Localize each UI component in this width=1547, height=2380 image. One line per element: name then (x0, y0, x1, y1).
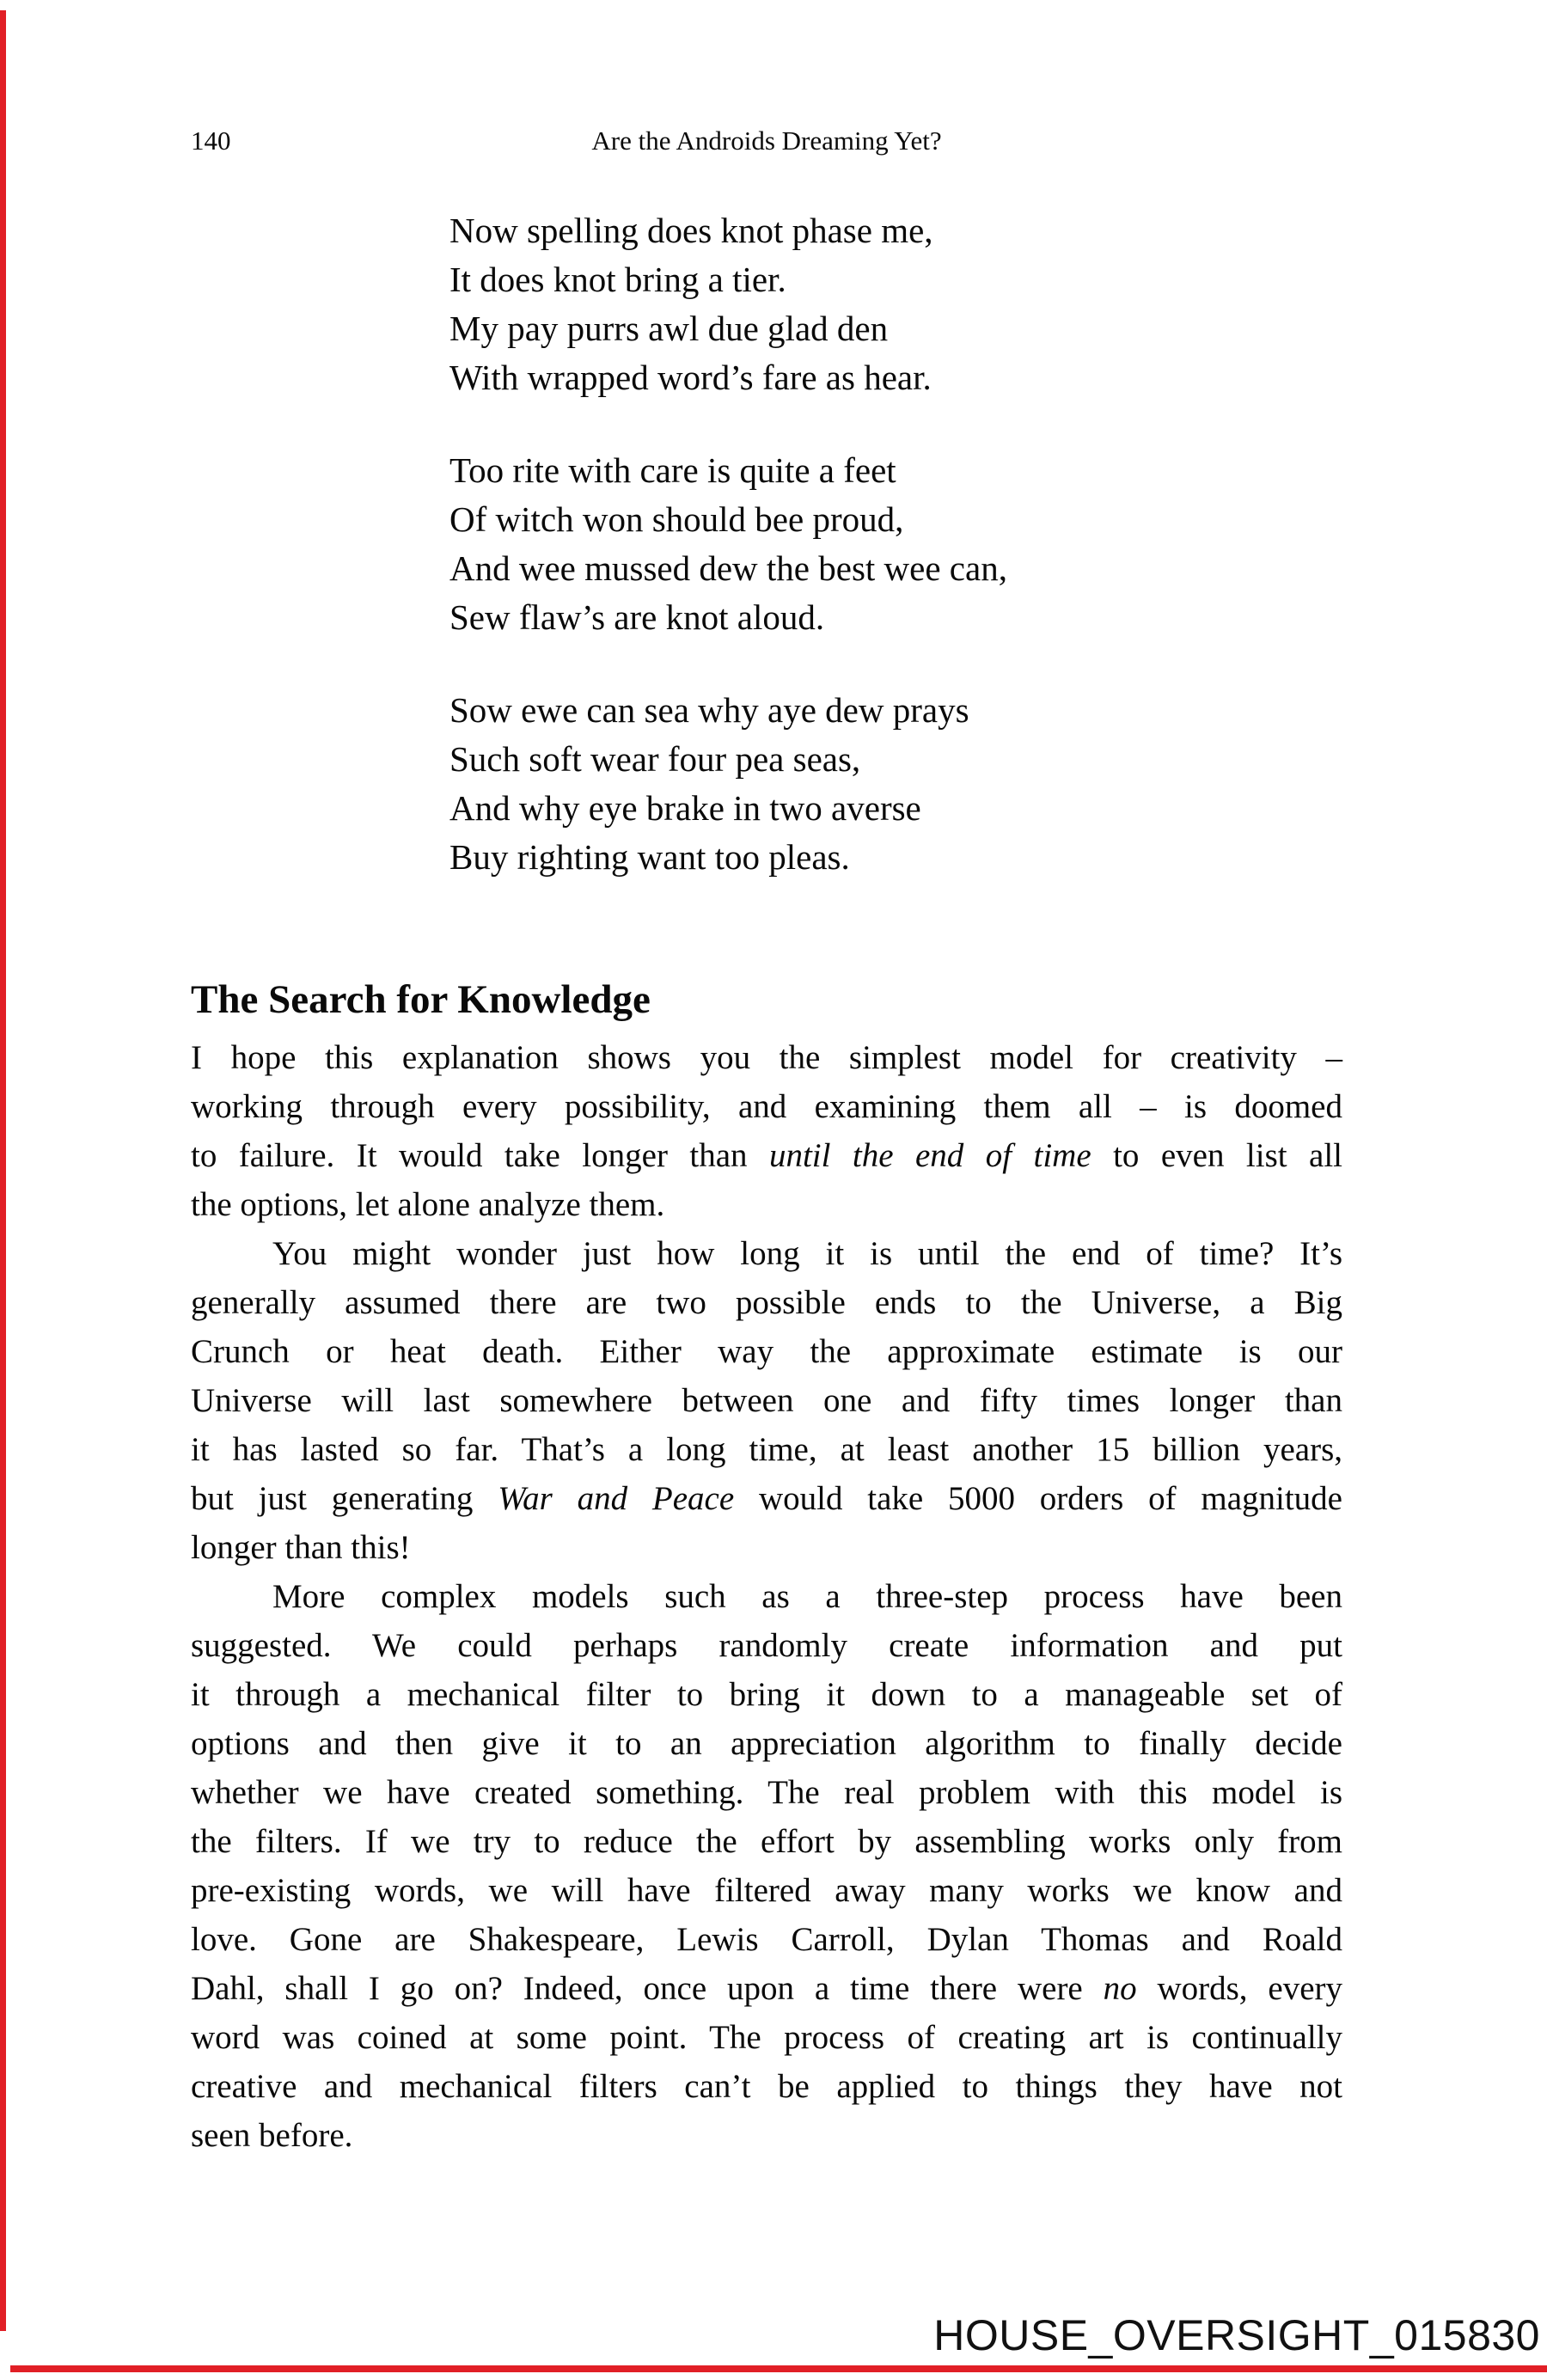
body-line: it has lasted so far. That’s a long time, at least another 15 billion years, (191, 1431, 1342, 1468)
oversight-stamp: HOUSE_OVERSIGHT_015830 (933, 2311, 1540, 2359)
body-line: generally assumed there are two possible ends to the Universe, a Big (191, 1284, 1342, 1321)
poem-line: And wee mussed dew the best wee can, (449, 548, 1007, 588)
running-header (191, 125, 1342, 160)
body-line: Crunch or heat death. Either way the approximate estimate is our (191, 1333, 1342, 1370)
poem-line: Of witch won should bee proud, (449, 499, 904, 539)
poem-line: Sew flaw’s are knot aloud. (449, 597, 825, 637)
poem-line: Such soft wear four pea seas, (449, 739, 861, 779)
body-line: to failure. It would take longer than until the end of time to even list all (191, 1137, 1342, 1174)
poem-stanza (449, 206, 1223, 402)
poem-line: And why eye brake in two averse (449, 788, 921, 828)
paragraph (191, 1229, 1342, 1572)
paragraph (191, 1033, 1342, 1229)
body-line: Dahl, shall I go on? Indeed, once upon a time there were no words, every (191, 1970, 1342, 2007)
poem-line: Now spelling does knot phase me, (449, 211, 933, 250)
poem-line: Buy righting want too pleas. (449, 837, 850, 877)
body-line: word was coined at some point. The process of creating art is continually (191, 2019, 1342, 2056)
poem-line: Too rite with care is quite a feet (449, 450, 896, 490)
body-line: options and then give it to an appreciation algorithm to finally decide (191, 1725, 1342, 1762)
section-heading: The Search for Knowledge (191, 977, 651, 1022)
page-number: 140 (191, 125, 231, 156)
body-line: but just generating War and Peace would take 5000 orders of magnitude (191, 1480, 1342, 1517)
body-line: longer than this! (191, 1529, 411, 1566)
scan-edge-bottom-line (10, 2365, 1547, 2372)
body-line: More complex models such as a three-step process have been (272, 1578, 1342, 1615)
poem-stanza (449, 686, 1223, 882)
running-title: Are the Androids Dreaming Yet? (591, 125, 942, 156)
poem-line: With wrapped word’s fare as hear. (449, 358, 932, 397)
body-line: the options, let alone analyze them. (191, 1186, 665, 1223)
scan-edge-left-line (0, 10, 6, 2331)
body-paragraphs (191, 1033, 1342, 2160)
poem-line: My pay purrs awl due glad den (449, 309, 889, 348)
body-line: You might wonder just how long it is until the end of time? It’s (272, 1235, 1342, 1272)
body-line: suggested. We could perhaps randomly create information and put (191, 1627, 1342, 1664)
body-line: I hope this explanation shows you the simplest model for creativity – (191, 1039, 1342, 1076)
body-line: pre-existing words, we will have filtered away many works we know and (191, 1872, 1342, 1909)
body-line: seen before. (191, 2117, 353, 2154)
poem-line: It does knot bring a tier. (449, 260, 786, 299)
body-line: creative and mechanical filters can’t be applied to things they have not (191, 2068, 1342, 2105)
body-line: whether we have created something. The real problem with this model is (191, 1774, 1342, 1811)
paragraph (191, 1572, 1342, 2160)
poem-line: Sow ewe can sea why aye dew prays (449, 690, 969, 730)
body-line: it through a mechanical filter to bring it down to a manageable set of (191, 1676, 1342, 1713)
body-line: working through every possibility, and examining them all – is doomed (191, 1088, 1342, 1125)
poem (449, 206, 1223, 926)
poem-stanza (449, 446, 1223, 642)
body-line: the filters. If we try to reduce the effort by assembling works only from (191, 1823, 1342, 1860)
body-line: Universe will last somewhere between one and fifty times longer than (191, 1382, 1342, 1419)
body-line: love. Gone are Shakespeare, Lewis Carroll, Dylan Thomas and Roald (191, 1921, 1342, 1958)
